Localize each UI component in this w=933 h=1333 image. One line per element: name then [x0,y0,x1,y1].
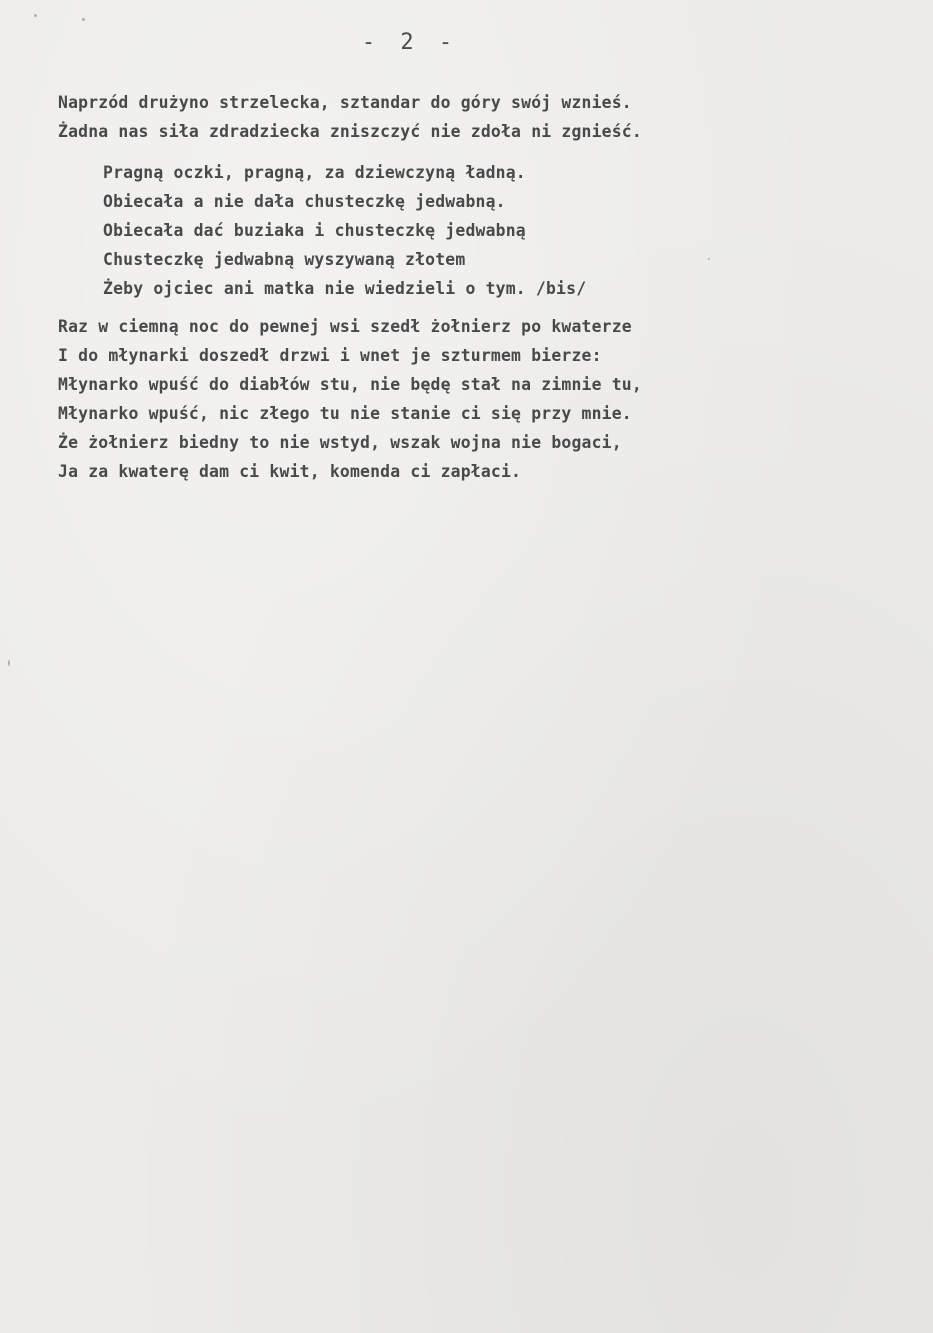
stanza-1 [58,88,642,146]
verse-line: Raz w ciemną noc do pewnej wsi szedł żołnierz po kwaterze [58,317,632,336]
verse-line: Obiecała dać buziaka i chusteczkę jedwabną [103,221,526,240]
verse-line: Chusteczkę jedwabną wyszywaną złotem [103,250,466,269]
paper-speck [708,258,710,260]
verse-line: Żeby ojciec ani matka nie wiedzieli o tym. /bis/ [103,279,587,298]
verse-line: Młynarko wpuść do diabłów stu, nie będę stał na zimnie tu, [58,375,642,394]
verse-line: Ja za kwaterę dam ci kwit, komenda ci zapłaci. [58,462,522,481]
paper-speck [8,660,10,666]
page-number: - 2 - [361,30,459,55]
verse-line: I do młynarki doszedł drzwi i wnet je szturmem bierze: [58,346,602,365]
verse-line: Żadna nas siła zdradziecka zniszczyć nie zdoła ni zgnieść. [58,122,642,141]
verse-line: Że żołnierz biedny to nie wstyd, wszak wojna nie bogaci, [58,433,622,452]
verse-line: Młynarko wpuść, nic złego tu nie stanie ci się przy mnie. [58,404,632,423]
paper-speck [34,14,37,17]
verse-line: Pragną oczki, pragną, za dziewczyną ładną. [103,163,526,182]
verse-line: Obiecała a nie dała chusteczkę jedwabną. [103,192,506,211]
stanza-3 [58,312,642,486]
verse-line: Naprzód drużyno strzelecka, sztandar do góry swój wznieś. [58,93,632,112]
paper-speck [82,18,85,21]
stanza-2 [103,158,586,303]
